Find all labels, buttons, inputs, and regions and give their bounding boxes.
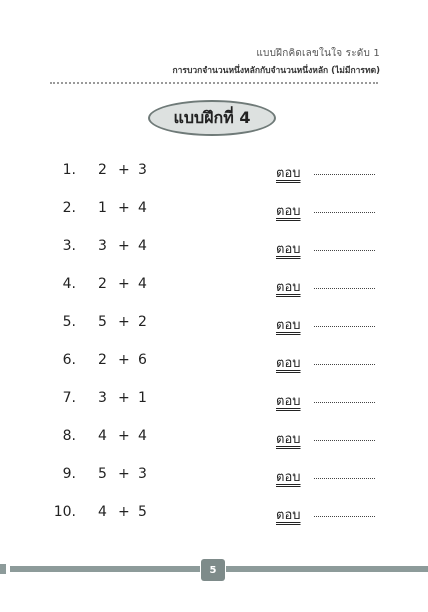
addend-b: 4 <box>138 276 147 292</box>
header-divider <box>50 82 378 84</box>
plus-sign: + <box>118 162 130 178</box>
answer-blank[interactable] <box>314 402 375 403</box>
addend-a: 1 <box>98 200 107 216</box>
addend-a: 5 <box>98 466 107 482</box>
plus-sign: + <box>118 466 130 482</box>
problem-row <box>0 314 428 334</box>
plus-sign: + <box>118 428 130 444</box>
addend-b: 3 <box>138 162 147 178</box>
plus-sign: + <box>118 352 130 368</box>
plus-sign: + <box>118 200 130 216</box>
addend-a: 5 <box>98 314 107 330</box>
footer-bar-right <box>226 566 428 572</box>
addend-b: 4 <box>138 200 147 216</box>
plus-sign: + <box>118 390 130 406</box>
footer-bar-left <box>10 566 200 572</box>
addend-a: 4 <box>98 504 107 520</box>
problem-number: 7. <box>62 390 76 406</box>
answer-label: ตอบ <box>276 394 301 409</box>
answer-label: ตอบ <box>276 432 301 447</box>
problem-row <box>0 504 428 524</box>
addend-b: 4 <box>138 238 147 254</box>
series-title: แบบฝึกคิดเลขในใจ ระดับ 1 <box>256 48 380 59</box>
problem-number: 5. <box>62 314 76 330</box>
worksheet-subtitle: การบวกจำนวนหนึ่งหลักกับจำนวนหนึ่งหลัก (ไม่มีการทด) <box>172 66 380 76</box>
problem-number: 10. <box>53 504 76 520</box>
answer-blank[interactable] <box>314 516 375 517</box>
problem-row <box>0 162 428 182</box>
addend-a: 3 <box>98 390 107 406</box>
addend-b: 4 <box>138 428 147 444</box>
addend-a: 2 <box>98 352 107 368</box>
addend-b: 2 <box>138 314 147 330</box>
addend-a: 4 <box>98 428 107 444</box>
answer-blank[interactable] <box>314 478 375 479</box>
problem-number: 6. <box>62 352 76 368</box>
footer-edge-marker <box>0 564 6 574</box>
answer-blank[interactable] <box>314 326 375 327</box>
plus-sign: + <box>118 504 130 520</box>
answer-label: ตอบ <box>276 356 301 371</box>
problem-row <box>0 466 428 486</box>
problem-row <box>0 428 428 448</box>
problem-number: 3. <box>62 238 76 254</box>
problem-number: 1. <box>62 162 76 178</box>
addend-b: 5 <box>138 504 147 520</box>
answer-label: ตอบ <box>276 470 301 485</box>
answer-blank[interactable] <box>314 440 375 441</box>
problem-row <box>0 238 428 258</box>
problem-row <box>0 352 428 372</box>
addend-a: 2 <box>98 162 107 178</box>
problem-row <box>0 200 428 220</box>
answer-label: ตอบ <box>276 318 301 333</box>
addend-b: 6 <box>138 352 147 368</box>
answer-blank[interactable] <box>314 250 375 251</box>
answer-label: ตอบ <box>276 204 301 219</box>
answer-blank[interactable] <box>314 288 375 289</box>
plus-sign: + <box>118 276 130 292</box>
answer-blank[interactable] <box>314 212 375 213</box>
problem-row <box>0 390 428 410</box>
answer-blank[interactable] <box>314 174 375 175</box>
plus-sign: + <box>118 238 130 254</box>
answer-label: ตอบ <box>276 242 301 257</box>
answer-label: ตอบ <box>276 508 301 523</box>
problem-number: 8. <box>62 428 76 444</box>
exercise-title: แบบฝึกที่ 4 <box>173 107 251 127</box>
answer-label: ตอบ <box>276 280 301 295</box>
problem-number: 2. <box>62 200 76 216</box>
page-number-tab <box>201 559 225 581</box>
addend-a: 2 <box>98 276 107 292</box>
exercise-title-badge <box>148 100 276 136</box>
problem-number: 4. <box>62 276 76 292</box>
addend-b: 1 <box>138 390 147 406</box>
addend-b: 3 <box>138 466 147 482</box>
problem-row <box>0 276 428 296</box>
plus-sign: + <box>118 314 130 330</box>
answer-label: ตอบ <box>276 166 301 181</box>
page-number: 5 <box>209 564 217 576</box>
answer-blank[interactable] <box>314 364 375 365</box>
addend-a: 3 <box>98 238 107 254</box>
problem-number: 9. <box>62 466 76 482</box>
